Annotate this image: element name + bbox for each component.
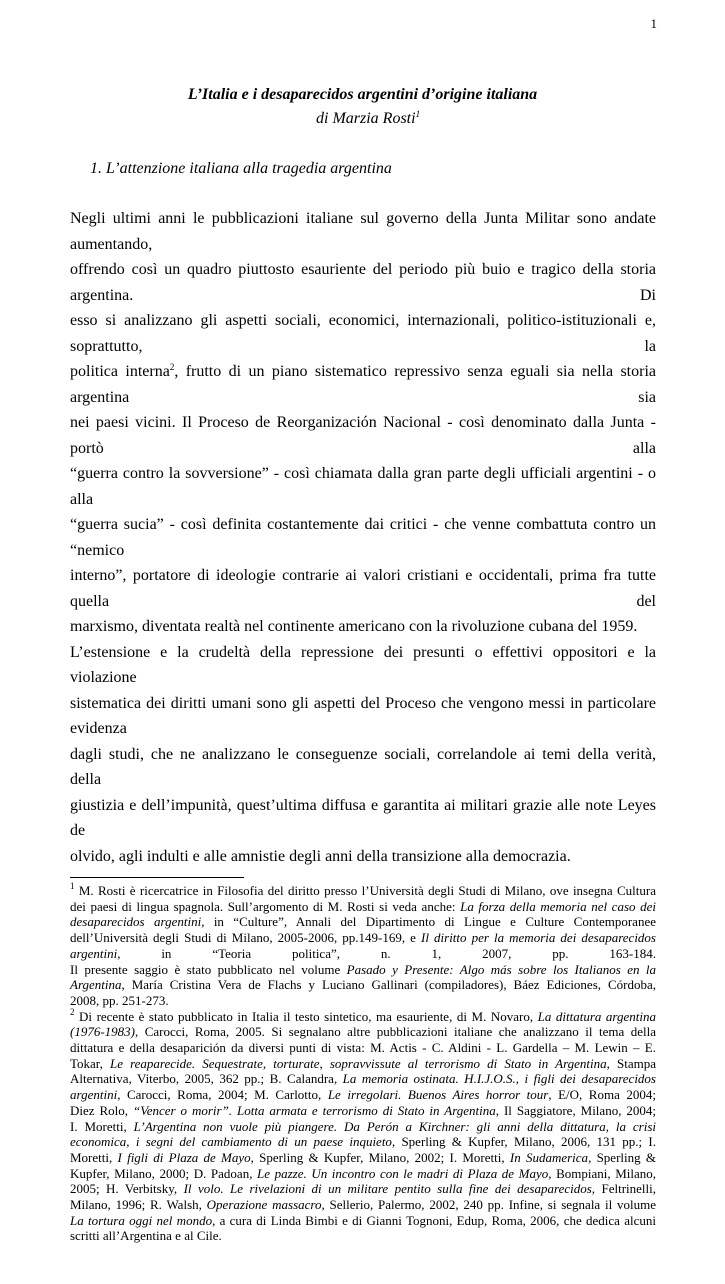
- body-line-text: interno”, portatore di ideologie contrarie ai valori cristiani e occidentali, prima fra tutte quella del: [70, 567, 656, 610]
- footnote-line: [70, 1071, 656, 1087]
- footnote-citation-title: Le irregolari. Buenos Aires horror tour: [327, 1087, 549, 1103]
- footnote-text: Di recente è stato pubblicato in Italia il testo sintetico, ma esauriente, di M. Novaro,: [74, 1008, 538, 1024]
- footnote-text: , Sellerio, Palermo, 2002, 240 pp. Infine, si segnala il volume: [321, 1197, 656, 1213]
- body-line: [70, 742, 656, 793]
- footnote-text: Moretti,: [70, 1149, 118, 1165]
- body-line: [70, 563, 656, 614]
- footnote-line: [70, 1134, 656, 1150]
- footnote-line: [70, 930, 656, 946]
- footnote-text: I. Moretti,: [70, 1118, 134, 1134]
- footnote-text: scritti all’Argentina e al Cile.: [70, 1228, 222, 1244]
- body-line-text: Negli ultimi anni le pubblicazioni italiane sul governo della Junta Militar sono andate aumentando,: [70, 210, 656, 253]
- footnote-citation-title: (1976-1983): [70, 1024, 135, 1040]
- footnote-line: [70, 914, 656, 930]
- footnote-line: [70, 946, 656, 962]
- body-paragraph: [70, 206, 656, 869]
- footnote-line: [70, 1056, 656, 1072]
- footnote-text: Alternativa, Viterbo, 2005, 362 pp.; B. Calandra,: [70, 1071, 343, 1087]
- footnote-text: , Stampa: [606, 1055, 656, 1071]
- footnote-citation-title: argentini: [70, 1087, 118, 1103]
- footnote-citation-title: economica, i segni del cambiamento di un paese inquieto,: [70, 1134, 396, 1150]
- footnote-line: [70, 1150, 656, 1166]
- footnote-text: dei paesi di lingua spagnola. Sull’argomento di M. Rosti si veda anche:: [70, 898, 461, 914]
- footnote-line: [70, 899, 656, 915]
- footnote-citation-title: Le reaparecide. Sequestrate, torturate, sopravvissute al terrorismo di Stato in Argentina: [109, 1055, 607, 1071]
- footnote-line: [70, 1040, 656, 1056]
- body-line: [70, 206, 656, 257]
- footnote-line: [70, 1087, 656, 1103]
- footnote-citation-title: Il volo. Le rivelazioni di un militare pentito sulla fine dei desaparecidos: [183, 1181, 592, 1197]
- body-line: [70, 691, 656, 742]
- body-line: [70, 844, 656, 870]
- footnote-text: Diez Rolo,: [70, 1102, 133, 1118]
- body-line-text: “guerra sucia” - così definita costantemente dai critici - che venne combattuta contro un “nemico: [70, 516, 656, 559]
- footnote-ref-1[interactable]: 1: [415, 109, 421, 119]
- footnote-line: [70, 977, 656, 993]
- footnote-line: [70, 1213, 656, 1229]
- body-line: [70, 359, 656, 410]
- body-line-text: esso si analizzano gli aspetti sociali, economici, internazionali, politico-istituzionali e, soprattutto, la: [70, 312, 656, 355]
- body-line-text: olvido, agli indulti e alle amnistie degli anni della transizione alla democrazia.: [70, 847, 571, 865]
- main-content: [70, 206, 656, 1284]
- footnote-citation-title: La tortura oggi nel mondo: [70, 1212, 213, 1228]
- footnote-text: , Sperling & Kupfer, Milano, 2002; I. Moretti,: [250, 1149, 510, 1165]
- footnote-line: [70, 1103, 656, 1119]
- footnote-text: Il presente saggio è stato pubblicato nel volume: [70, 961, 347, 977]
- footnote-text: M. Rosti è ricercatrice in Filosofia del diritto presso l’Università degli Studi di Milano, ove insegna Cultura: [74, 883, 656, 898]
- footnote-citation-title: argentini: [70, 945, 118, 961]
- footnote-text: , in “Teoria politica”, n. 1, 2007, pp. 163-184.: [117, 945, 656, 961]
- footnote-citation-title: Pasado y Presente: Algo más sobre los Italianos en la: [346, 961, 657, 977]
- footnote-text: , Sperling &: [588, 1149, 656, 1165]
- page-number: 1: [650, 16, 657, 31]
- footnote-citation-title: “Vencer o morir”. Lotta armata e terrorismo di Stato in Argentina: [132, 1102, 496, 1118]
- body-line-text: “guerra contro la sovversione” - così chiamata dalla gran parte degli ufficiali argentini - o alla: [70, 465, 656, 508]
- footnote-citation-title: Il diritto per la memoria dei desaparecidos: [421, 930, 656, 946]
- body-line-text: politica interna$^2$, frutto di un piano sistematico repressivo senza eguali sia nella storia argentina sia: [70, 362, 657, 406]
- footnote-citation-title: La forza della memoria nel caso dei: [460, 898, 656, 914]
- footnote-line: [70, 1181, 656, 1197]
- footnote-line: [70, 883, 656, 899]
- footnote-citation-title: L’Argentina non vuole più piangere. Da Perón a Kirchner: gli anni della dittatura, la crisi: [133, 1118, 656, 1134]
- footnote-line: [70, 993, 656, 1009]
- body-line: [70, 308, 656, 359]
- body-line-text: nei paesi vicini. Il Proceso de Reorganización Nacional - così denominato dalla Junta - portò alla: [70, 414, 656, 457]
- body-line-text: L’estensione e la crudeltà della repressione dei presunti o effettivi oppositori e la violazione: [70, 643, 656, 686]
- footnote-citation-title: desaparecidos argentini: [70, 914, 202, 930]
- footnote-text: , in “Culture”, Annali del Dipartimento di Lingue e Culture Contemporanee: [201, 914, 656, 930]
- footnote-text: 2008, pp. 251-273.: [70, 992, 169, 1008]
- footnote-ref-2[interactable]: 2: [169, 362, 175, 372]
- footnote-text: , Il Saggiatore, Milano, 2004;: [495, 1102, 656, 1118]
- footnote-text: , Carocci, Roma, 2004; M. Carlotto,: [117, 1087, 328, 1103]
- footnote-line: [70, 1197, 656, 1213]
- footnote-text: dell’Università degli Studi di Milano, 2005-2006, pp.149-169, e: [70, 930, 422, 946]
- author-line: [316, 110, 420, 128]
- footnote-citation-title: In Sudamerica: [509, 1149, 589, 1165]
- body-line: [70, 793, 656, 844]
- footnote-text: , E/O, Roma 2004;: [548, 1087, 656, 1103]
- footnote-text: 2005; H. Verbitsky,: [70, 1181, 184, 1197]
- footnotes: [70, 883, 656, 1244]
- footnote-line: [70, 1006, 656, 1025]
- footnote-text: Tokar,: [70, 1055, 110, 1071]
- footnote-citation-title: La memoria ostinata. H.I.J.O.S., i figli dei desaparecidos: [342, 1071, 656, 1087]
- footnote-line: [70, 962, 656, 978]
- footnote-line: [70, 1228, 656, 1244]
- footnote-ref-2[interactable]: 2: [70, 1006, 75, 1017]
- body-line-text: offrendo così un quadro piuttosto esauriente del periodo più buio e tragico della storia argentina. Di: [70, 261, 656, 304]
- body-line-text: sistematica dei diritti umani sono gli aspetti del Proceso che vengono messi in particolare evidenza: [70, 694, 656, 737]
- document-title: L’Italia e i desaparecidos argentini d’origine italiana: [187, 86, 538, 103]
- footnote-line: [70, 1119, 656, 1135]
- footnote-text: Sperling & Kupfer, Milano, 2006, 131 pp.; I.: [395, 1134, 656, 1150]
- body-line-text: dagli studi, che ne analizzano le conseguenze sociali, correlandole ai temi della verità, della: [70, 745, 656, 788]
- footnote-text: , a cura di Linda Bimbi e di Gianni Tognoni, Edup, Roma, 2006, che dedica alcuni: [212, 1212, 656, 1228]
- body-line: [70, 512, 656, 563]
- footnote-ref-1[interactable]: 1: [70, 881, 75, 891]
- footnote-text: , Bompiani, Milano,: [548, 1165, 656, 1181]
- footnote-citation-title: Argentina: [70, 977, 122, 993]
- footnote-text: , María Cristina Vera de Flachs y Luciano Gallinari (compiladores), Báez Ediciones, Córdoba,: [121, 977, 656, 993]
- footnote-text: dittatura e della desaparición da diversi punti di vista: M. Actis - C. Aldini - L. Gardella – M. Lewin – E.: [70, 1040, 656, 1056]
- footnote-text: Kupfer, Milano, 2000; D. Padoan,: [70, 1165, 258, 1181]
- body-line: [70, 257, 656, 308]
- body-line: [70, 410, 656, 461]
- body-line-text: marxismo, diventata realtà nel continente americano con la rivoluzione cubana del 1959.: [70, 618, 638, 635]
- footnote-citation-title: La dittatura argentina: [537, 1008, 656, 1024]
- body-line-text: giustizia e dell’impunità, quest’ultima diffusa e garantita ai militari grazie alle note Leyes de: [70, 796, 656, 839]
- footnote-citation-title: Operazione massacro: [206, 1197, 322, 1213]
- footnote-text: , Feltrinelli,: [591, 1181, 656, 1197]
- footnote-citation-title: I figli di Plaza de Mayo: [117, 1149, 251, 1165]
- author-name: di Marzia Rosti: [316, 110, 416, 127]
- body-line: [70, 461, 656, 512]
- footnote-text: Milano, 1996; R. Walsh,: [70, 1197, 207, 1213]
- body-line: [70, 614, 656, 640]
- footnote-text: , Carocci, Roma, 2005. Si segnalano altre pubblicazioni italiane che analizzano il tema della: [135, 1024, 656, 1040]
- footnote-citation-title: Le pazze. Un incontro con le madri di Plaza de Mayo: [257, 1165, 549, 1181]
- footnote-separator: [70, 877, 244, 878]
- footnote-line: [70, 1166, 656, 1182]
- body-line: [70, 640, 656, 691]
- section-heading: 1. L’attenzione italiana alla tragedia argentina: [90, 160, 392, 177]
- footnote-line: [70, 1024, 656, 1040]
